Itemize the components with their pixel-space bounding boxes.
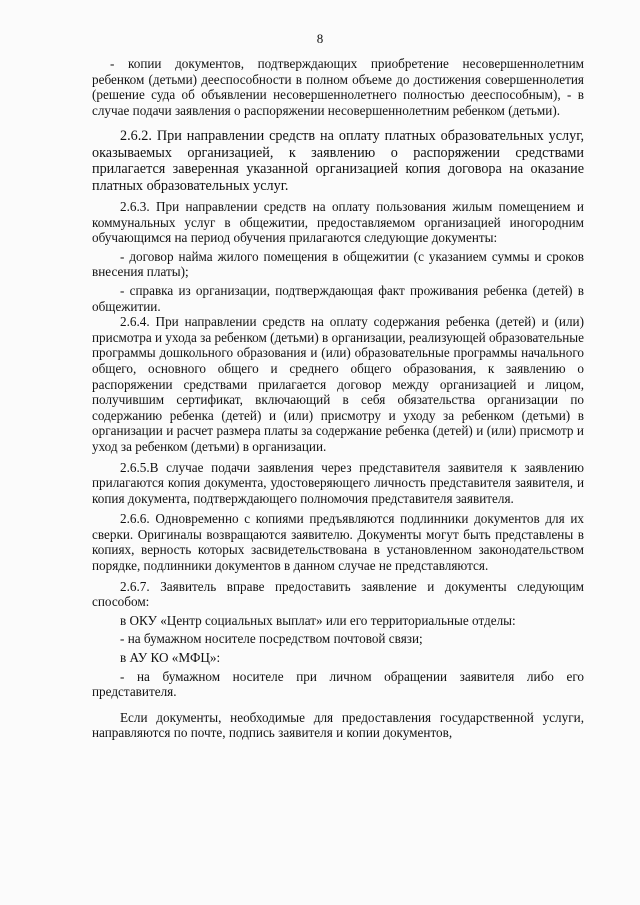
page-number: 8	[316, 31, 324, 46]
paragraph-2-6-2: 2.6.2. При направлении средств на оплату платных образовательных услуг, оказываемых организацией, к заявлению о распоряжении средствами прилагается заверенная указанной организацией копия договора на оказание платных образовательных услуг.	[92, 128, 584, 194]
list-item-in-person: - на бумажном носителе при личном обращении заявителя либо его представителя.	[92, 668, 584, 700]
paragraph-2-6-5: 2.6.5.В случае подачи заявления через представителя заявителя к заявлению прилагаются копия документа, удостоверяющего личность представителя заявителя, и копия документа, подтверждающего полномочия представителя заявителя.	[92, 459, 584, 506]
list-item-postal: - на бумажном носителе посредством почтовой связи;	[120, 631, 423, 647]
paragraph-postal-submission: Если документы, необходимые для предоставления государственной услуги, направляются по почте, подпись заявителя и копии документов,	[92, 709, 584, 741]
paragraph-2-6-4: 2.6.4. При направлении средств на оплату содержания ребенка (детей) и (или) присмотра и ухода за ребенком (детьми) в организации, реализующей образовательные программы дошкольного образования и (или) образовательные программы начального общего, основного общего и среднего общего образования, к заявлению о распоряжении средствами прилагается договор между организацией и лицом, получившим сертификат, включающий в себя обязательства организации по содержанию ребенка (детей) и (или) присмотру и уходу за ребенком (детьми) в организации и расчет размера платы за содержание ребенка (детей) и (или) присмотр и уход за ребенком (детьми) в организации.	[92, 314, 584, 454]
paragraph-2-6-7: 2.6.7. Заявитель вправе предоставить заявление и документы следующим способом:	[92, 578, 584, 610]
list-item-oku-center: в ОКУ «Центр социальных выплат» или его территориальные отделы:	[120, 612, 516, 628]
list-item-rental-agreement: - договор найма жилого помещения в общежитии (с указанием суммы и сроков внесения платы);	[92, 248, 584, 280]
paragraph-2-6-6: 2.6.6. Одновременно с копиями предъявляются подлинники документов для их сверки. Оригиналы возвращаются заявителю. Документы могут быть представлены в копиях, верность которых засвидетельствована в установленном законодательством порядке, подлинники документов в данном случае не представляются.	[92, 511, 584, 574]
document-body	[92, 56, 584, 741]
list-item-mfc: в АУ КО «МФЦ»:	[120, 650, 221, 666]
paragraph-2-6-3: 2.6.3. При направлении средств на оплату пользования жилым помещением и коммунальных услуг в общежитии, предоставляемом организацией иногородним обучающимся на период обучения прилагаются следующие документы:	[92, 199, 584, 246]
paragraph-copies-of-documents: - копии документов, подтверждающих приобретение несовершеннолетним ребенком (детьми) дееспособности в полном объеме до достижения совершеннолетия (решение суда об объявлении несовершеннолетнего полностью дееспособным), - в случае подачи заявления о распоряжении несовершеннолетним ребенком (детьми).	[92, 56, 584, 118]
list-item-residence-certificate: - справка из организации, подтверждающая факт проживания ребенка (детей) в общежитии.	[92, 282, 584, 314]
